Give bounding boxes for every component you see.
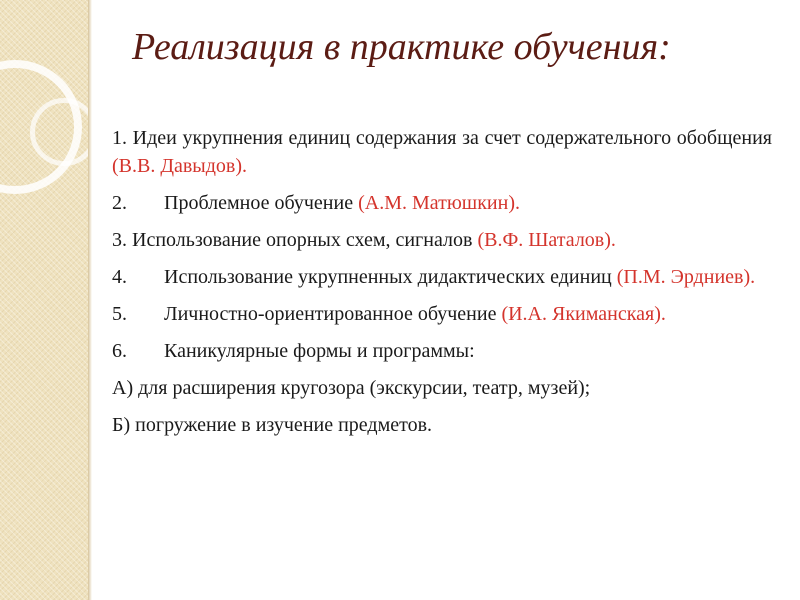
list-item-2 xyxy=(112,189,772,217)
list-item-b xyxy=(112,411,772,439)
list-item-6 xyxy=(112,337,772,365)
slide-content xyxy=(112,124,772,448)
item-number: 2. xyxy=(112,192,127,214)
sidebar-edge xyxy=(88,0,92,600)
item-reference: (И.А. Якиманская). xyxy=(501,303,666,325)
list-item-5 xyxy=(112,300,772,328)
item-reference: (В.Ф. Шаталов). xyxy=(477,229,616,251)
item-text: погружение в изучение предметов. xyxy=(135,414,433,436)
list-item-a xyxy=(112,374,772,402)
item-text: Проблемное обучение xyxy=(164,192,359,214)
slide-title: Реализация в практике обучения: xyxy=(132,26,671,68)
item-text: для расширения кругозора (экскурсии, театр, музей); xyxy=(138,377,591,399)
item-text: Использование опорных схем, сигналов xyxy=(132,229,478,251)
item-number: 3. xyxy=(112,229,127,251)
item-number: 6. xyxy=(112,340,127,362)
item-text: Идеи укрупнения единиц содержания за счет содержательного обобщения xyxy=(132,127,772,149)
list-item-4 xyxy=(112,263,772,291)
decorative-sidebar xyxy=(0,0,88,600)
item-reference: (А.М. Матюшкин). xyxy=(358,192,520,214)
item-number: А) xyxy=(112,377,134,399)
item-reference: (В.В. Давыдов). xyxy=(112,155,248,177)
list-item-1 xyxy=(112,124,772,180)
item-reference: (П.М. Эрдниев). xyxy=(616,266,756,288)
item-text: Использование укрупненных дидактических единиц xyxy=(164,266,617,288)
item-text: Каникулярные формы и программы: xyxy=(164,340,475,362)
item-number: 5. xyxy=(112,303,127,325)
item-number: 1. xyxy=(112,127,127,149)
item-number: 4. xyxy=(112,266,127,288)
list-item-3 xyxy=(112,226,772,254)
item-number: Б) xyxy=(112,414,131,436)
item-text: Личностно-ориентированное обучение xyxy=(164,303,502,325)
